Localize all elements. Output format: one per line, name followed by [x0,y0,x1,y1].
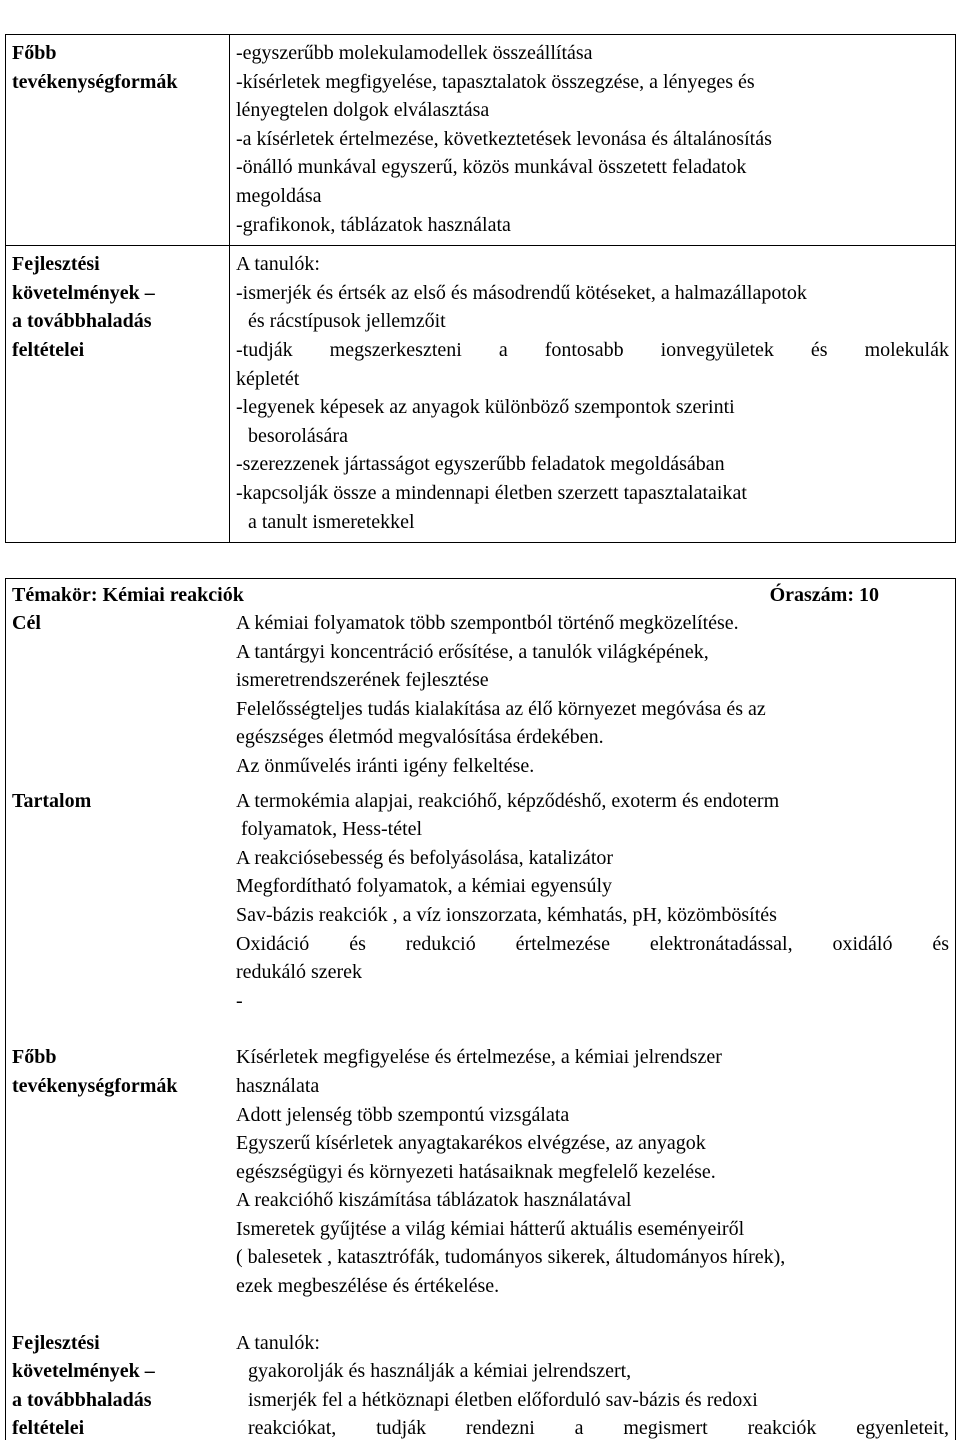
label-content: Tartalom [12,789,92,812]
text-line: ezek megbeszélése és értékelése. [236,1275,500,1298]
text-line: - [236,989,243,1012]
text-line: ismeretrendszerének fejlesztése [236,669,489,692]
text-line: Ismeretek gyűjtése a világ kémiai hátterű aktuális eseményeiről [236,1217,745,1240]
text-line: A reakcióhő kiszámítása táblázatok használatával [236,1189,632,1212]
content-activities-2 [230,1043,955,1300]
label-line: Főbb [12,1046,57,1069]
content-requirements-1 [230,246,955,542]
topic-header [6,579,955,609]
text-line: Felelősségteljes tudás kialakítása az élő környezet megóvása és az [236,697,766,720]
content-activities-1 [230,35,955,245]
text-line: Sav-bázis reakciók , a víz ionszorzata, kémhatás, pH, közömbösítés [236,903,777,926]
text-line: -ismerjék és értsék az első és másodrendű kötéseket, a halmazállapotok [236,281,807,304]
text-line: A termokémia alapjai, reakcióhő, képződéshő, exoterm és endoterm [236,789,780,812]
text-line: folyamatok, Hess-tétel [236,818,423,841]
text-line: egészséges életmód megvalósítása érdekében. [236,726,604,749]
label-line: feltételei [12,1417,85,1440]
row-goal [6,609,955,781]
hours-count: Óraszám: 10 [769,584,879,606]
label-line: Főbb [12,42,57,64]
text-line: Kísérletek megfigyelése és értelmezése, a kémiai jelrendszer [236,1046,722,1069]
label-line: feltételei [12,338,85,361]
text-line: -legyenek képesek az anyagok különböző szempontok szerinti [236,396,735,419]
text-line: Oxidáció és redukció értelmezése elektronátadással, oxidáló és [236,932,949,955]
text-line: képletét [236,367,300,390]
text-line: -egyszerűbb molekulamodellek összeállítása [236,42,593,64]
text-line: ismerjék fel a hétköznapi életben előforduló sav-bázis és redoxi [248,1388,758,1411]
text-line: és rácstípusok jellemzőit [248,310,446,333]
text-line: Megfordítható folyamatok, a kémiai egyensúly [236,875,613,898]
text-line: a tanult ismeretekkel [248,510,415,533]
text-line: használata [236,1074,320,1097]
row-activities-2 [6,1043,955,1300]
text-line: -tudják megszerkeszteni a fontosabb ionvegyületek és molekulák [236,338,949,361]
table-2 [5,578,956,1440]
text-line: gyakorolják és használják a kémiai jelrendszert, [248,1360,632,1383]
row-requirements-2 [6,1329,955,1443]
row-content [6,787,955,1016]
text-line: A tanulók: [236,1331,320,1354]
label-goal: Cél [12,612,41,634]
content-requirements-2 [230,1329,955,1443]
text-line: lényegtelen dolgok elválasztása [236,99,490,122]
label-line: Fejlesztési [12,1331,100,1354]
text-line: -kísérletek megfigyelése, tapasztalatok összegzése, a lényeges és [236,70,755,93]
table-1 [5,34,956,543]
label-line: követelmények – [12,1360,155,1383]
label-activities-1 [6,35,230,245]
text-line: egészségügyi és környezeti hatásaiknak megfelelő kezelése. [236,1160,716,1183]
text-line: Az önművelés iránti igény felkeltése. [236,754,535,777]
label-activities-2 [6,1043,230,1300]
text-line: megoldása [236,184,322,207]
label-line: Fejlesztési [12,253,100,276]
label-requirements-2 [6,1329,230,1443]
topic-title: Témakör: Kémiai reakciók [12,584,244,606]
text-line: -kapcsolják össze a mindennapi életben szerzett tapasztalataikat [236,481,747,504]
text-line: -grafikonok, táblázatok használata [236,213,511,236]
content-content [230,787,955,1016]
text-line: -szerezzenek jártasságot egyszerűbb feladatok megoldásában [236,453,725,476]
text-line: Egyszerű kísérletek anyagtakarékos elvégzése, az anyagok [236,1132,706,1155]
label-line: a továbbhaladás [12,310,152,333]
label-line: a továbbhaladás [12,1388,152,1411]
text-line: Adott jelenség több szempontú vizsgálata [236,1103,570,1126]
text-line: ( balesetek , katasztrófák, tudományos sikerek, áltudományos hírek), [236,1246,786,1269]
label-line: tevékenységformák [12,1074,178,1097]
text-line: besorolására [248,424,348,447]
label-line: követelmények – [12,281,155,304]
text-line: redukáló szerek [236,961,363,984]
row-activities-1 [6,35,955,245]
row-requirements-1 [6,245,955,542]
text-line: -önálló munkával egyszerű, közös munkával összetett feladatok [236,156,747,179]
text-line: A tanulók: [236,253,320,276]
text-line: A kémiai folyamatok több szempontból történő megközelítése. [236,612,739,634]
text-line: A reakciósebesség és befolyásolása, katalizátor [236,846,614,869]
text-line: -a kísérletek értelmezése, következtetések levonása és általánosítás [236,127,772,150]
text-line: reakciókat, tudják rendezni a megismert reakciók egyenleteit, [248,1417,949,1440]
label-line: tevékenységformák [12,70,178,93]
text-line: A tantárgyi koncentráció erősítése, a tanulók világképének, [236,640,709,663]
label-requirements-1 [6,246,230,542]
content-goal [230,609,955,781]
